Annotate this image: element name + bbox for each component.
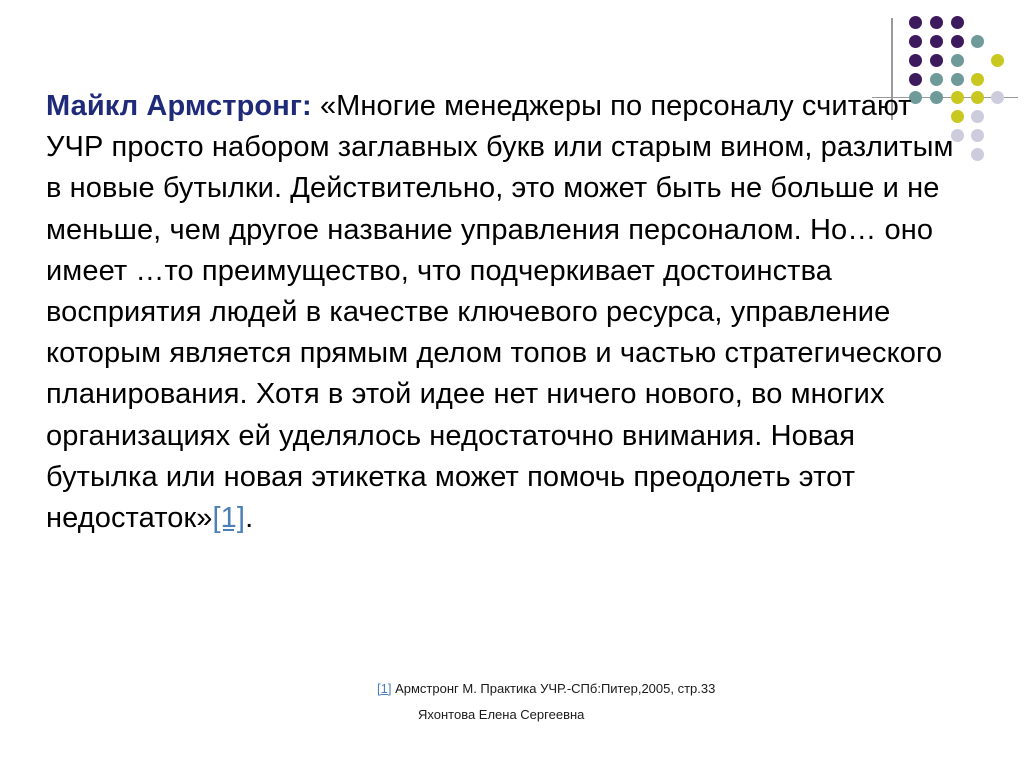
- decor-dot: [909, 16, 922, 29]
- decor-dot: [971, 148, 984, 161]
- decor-dot: [951, 73, 964, 86]
- decor-dot: [930, 54, 943, 67]
- decor-dot: [971, 110, 984, 123]
- footnote: [377, 681, 715, 696]
- decor-dot: [909, 54, 922, 67]
- decor-dot: [991, 91, 1004, 104]
- decor-dot: [991, 54, 1004, 67]
- author-name: Яхонтова Елена Сергеевна: [418, 707, 585, 722]
- decor-dot: [971, 129, 984, 142]
- speaker-name: Майкл Армстронг:: [46, 90, 312, 122]
- decor-dot: [909, 35, 922, 48]
- footnote-text: Армстронг М. Практика УЧР.-СПб:Питер,2005, стр.33: [391, 681, 716, 696]
- decor-dot: [930, 16, 943, 29]
- decor-dot: [971, 35, 984, 48]
- quote-text: «Многие менеджеры по персоналу считают УЧР просто набором заглавных букв или старым вином, разлитым в новые бутылки. Действительно, это может быть не больше и не меньше, чем другое название управления персоналом. Но… оно имеет …то преимущество, что подчеркивает достоинства восприятия людей в качестве ключевого ресурса, управление которым является прямым делом топов и частью стратегического планирования. Хотя в этой идее нет ничего нового, во многих организациях ей уделялось недостаточно внимания. Новая бутылка или новая этикетка может помочь преодолеть этот недостаток»: [46, 90, 954, 535]
- quote-end-punctuation: .: [245, 502, 254, 535]
- decor-dot: [971, 73, 984, 86]
- footnote-reference-link[interactable]: [1]: [212, 502, 246, 535]
- footnote-mark-link[interactable]: [1]: [377, 681, 392, 696]
- quote-paragraph: [46, 86, 966, 539]
- decor-dot: [971, 91, 984, 104]
- decor-dot: [951, 35, 964, 48]
- decor-dot: [909, 73, 922, 86]
- decor-dot: [930, 35, 943, 48]
- decor-dot: [951, 54, 964, 67]
- decor-dot: [930, 73, 943, 86]
- decor-dot: [951, 16, 964, 29]
